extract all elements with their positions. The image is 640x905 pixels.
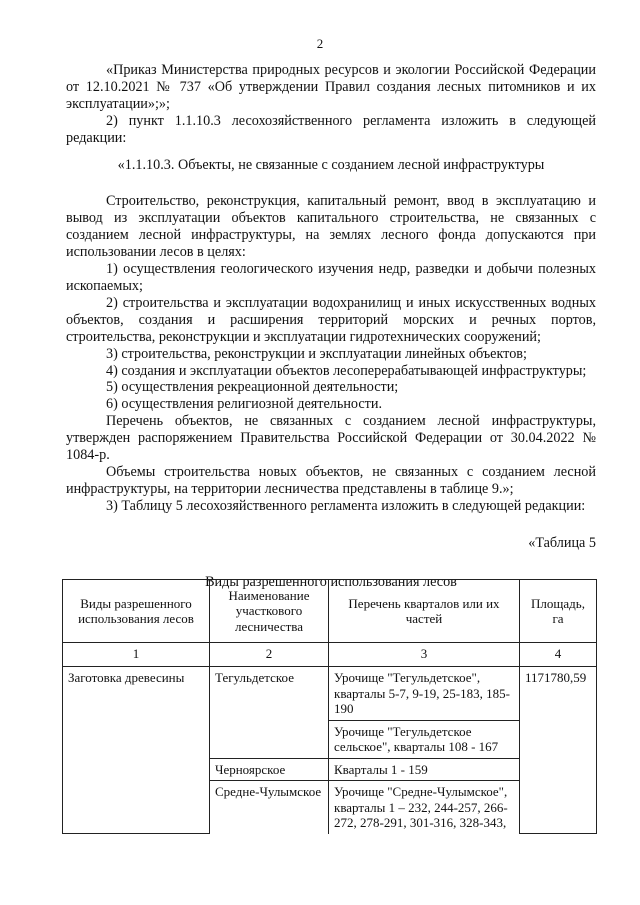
district-cell: Средне-Чулымское <box>210 781 329 834</box>
header-area: Площадь, га <box>520 580 597 643</box>
header-quarters: Перечень кварталов или их частей <box>329 580 520 643</box>
column-number-row <box>63 643 597 667</box>
header-district: Наименование участкового лесничества <box>210 580 329 643</box>
paragraph-order-reference: «Приказ Министерства природных ресурсов и экологии Российской Федерации от 12.10.2021 № 737 «Об утверждении Правил создания лесных питомников и их эксплуатации»;»; <box>66 62 596 112</box>
page-number: 2 <box>316 36 324 51</box>
list-item-5: 5) осуществления рекреационной деятельности; <box>106 379 399 396</box>
document-body <box>66 62 596 590</box>
list-item-4: 4) создания и эксплуатации объектов лесоперерабатывающей инфраструктуры; <box>106 362 587 379</box>
column-number: 2 <box>210 643 329 667</box>
land-use-table <box>62 579 597 834</box>
use-type-cell: Заготовка древесины <box>63 667 210 834</box>
table-title: Виды разрешенного использования лесов <box>205 573 457 590</box>
list-item-3: 3) строительства, реконструкции и эксплуатации линейных объектов; <box>106 345 527 362</box>
header-use-type: Виды разрешенного использования лесов <box>63 580 210 643</box>
column-number: 1 <box>63 643 210 667</box>
paragraph-volumes: Объемы строительства новых объектов, не связанных с созданием лесной инфраструктуры, на территории лесничества представлены в таблице 9.»; <box>66 463 596 497</box>
table-row <box>63 667 597 721</box>
paragraph-list-approval: Перечень объектов, не связанных с созданием лесной инфраструктуры, утвержден распоряжением Правительства Российской Федерации от 30.04.2022 № 1084-р. <box>66 413 596 464</box>
district-cell: Черноярское <box>210 758 329 781</box>
quarters-cell: Кварталы 1 - 159 <box>329 758 520 781</box>
paragraph-item-3: 3) Таблицу 5 лесохозяйственного регламента изложить в следующей редакции: <box>106 497 586 514</box>
section-heading: «1.1.10.3. Объекты, не связанные с созданием лесной инфраструктуры <box>117 156 545 173</box>
quarters-cell: Урочище "Тегульдетское сельское", кварталы 108 - 167 <box>329 720 520 758</box>
area-cell: 1171780,59 <box>520 667 597 834</box>
quarters-cell: Урочище "Средне-Чулымское", кварталы 1 – 232, 244-257, 266-272, 278-291, 301-316, 328-343, <box>329 781 520 834</box>
table-header-row <box>63 580 597 643</box>
table-label: «Таблица 5 <box>528 534 596 551</box>
list-item-1: 1) осуществления геологического изучения недр, разведки и добычи полезных ископаемых; <box>66 261 596 294</box>
paragraph-item-2: 2) пункт 1.1.10.3 лесохозяйственного регламента изложить в следующей редакции: <box>66 112 596 146</box>
list-item-2: 2) строительства и эксплуатации водохранилищ и иных искусственных водных объектов, создания и расширения территорий морских и речных портов, строительства, реконструкции и эксплуатации гидротехнических сооружений; <box>66 294 596 345</box>
column-number: 4 <box>520 643 597 667</box>
district-cell: Тегульдетское <box>210 667 329 759</box>
quarters-cell: Урочище "Тегульдетское", кварталы 5-7, 9-19, 25-183, 185-190 <box>329 667 520 721</box>
paragraph-intro: Строительство, реконструкция, капитальный ремонт, ввод в эксплуатацию и вывод из эксплуатации объектов капитального строительства, не связанных с созданием лесной инфраструктуры, на землях лесного фонда допускаются при использовании лесов в целях: <box>66 193 596 261</box>
list-item-6: 6) осуществления религиозной деятельности. <box>106 396 382 413</box>
column-number: 3 <box>329 643 520 667</box>
